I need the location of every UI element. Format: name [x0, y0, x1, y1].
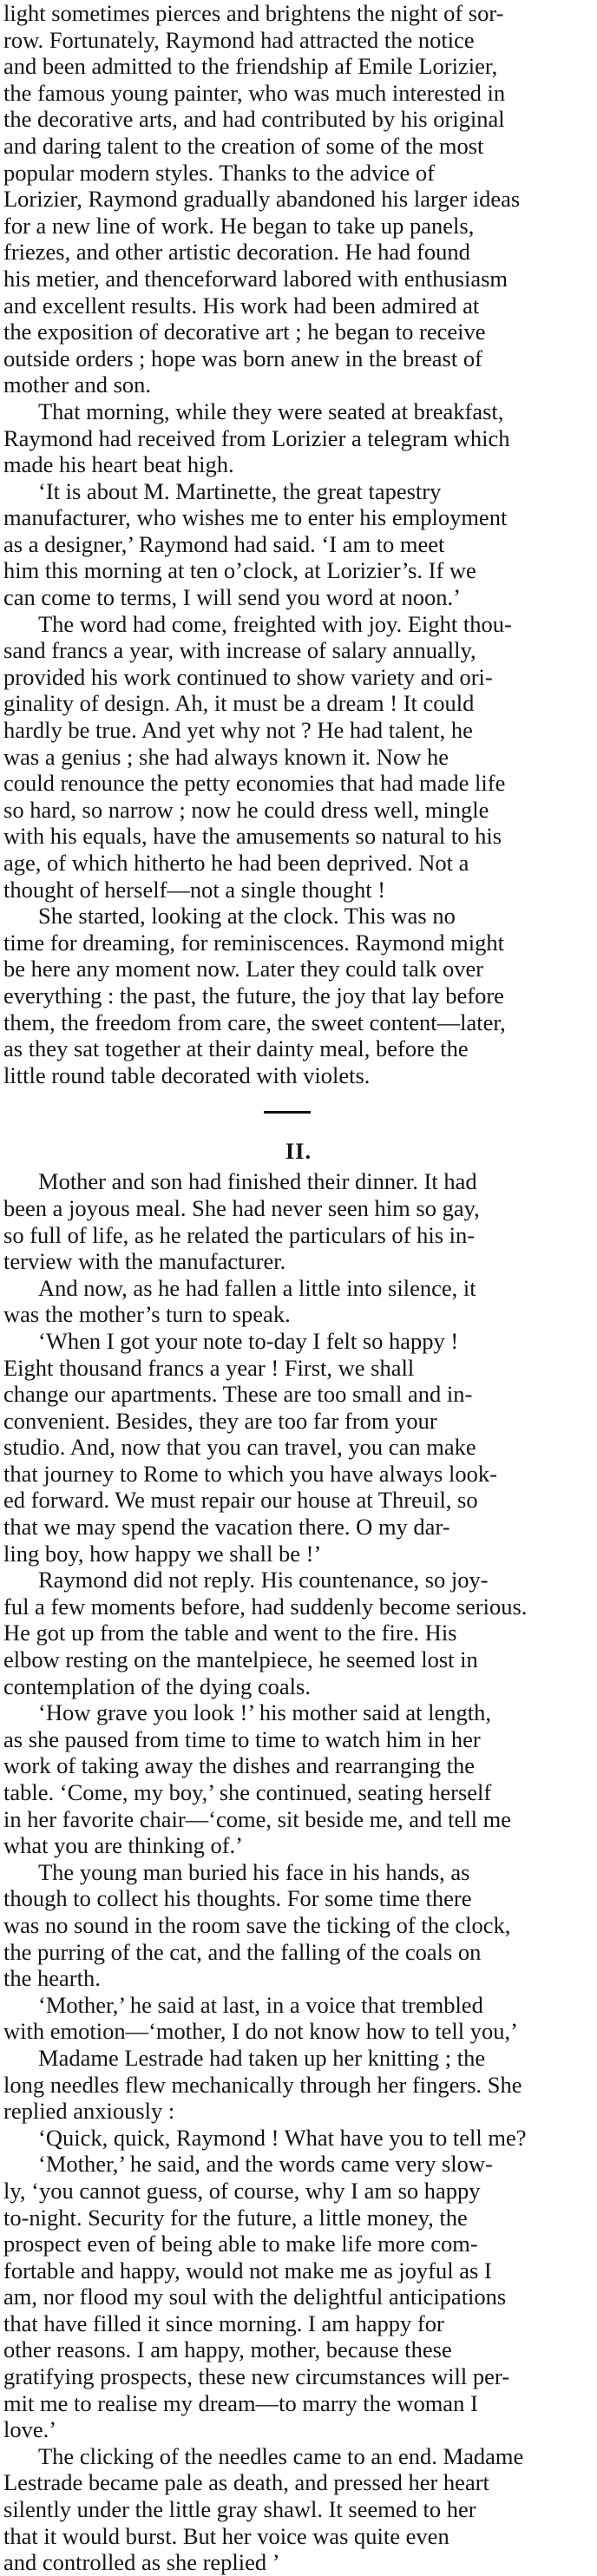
text-line: The young man buried his face in his hands, as — [38, 1858, 470, 1885]
text-line: gratifying prospects, these new circumstances will per- — [3, 2363, 510, 2390]
text-line: the exposition of decorative art ; he began to receive — [3, 319, 486, 345]
text-line: Lorizier, Raymond gradually abandoned his larger ideas — [3, 186, 521, 213]
text-line: could renounce the petty economies that had made life — [3, 770, 506, 797]
text-line: everything : the past, the future, the joy that lay before — [3, 982, 504, 1009]
text-line: with his equals, have the amusements so natural to his — [3, 823, 502, 850]
text-line: Mother and son had finished their dinner. It had — [38, 1168, 477, 1195]
text-line: studio. And, now that you can travel, you can make — [3, 1434, 476, 1461]
text-line: ly, ‘you cannot guess, of course, why I am so happy — [3, 2177, 481, 2204]
text-line: be here any moment now. Later they could talk over — [3, 956, 484, 982]
text-line: with emotion—‘mother, I do not know how to tell you,’ — [3, 2018, 518, 2045]
text-line: was no sound in the room save the ticking of the clock, — [3, 1911, 511, 1938]
text-line: as a designer,’ Raymond had said. ‘I am to meet — [3, 530, 445, 557]
text-line: mother and son. — [3, 371, 152, 398]
text-line: so full of life, as he related the particulars of his in- — [3, 1221, 476, 1248]
text-line: outside orders ; hope was born anew in the breast of — [3, 345, 482, 371]
text-line: thought of herself—not a single thought ! — [3, 876, 386, 903]
text-line: and daring talent to the creation of some of the most — [3, 132, 484, 159]
text-line: and controlled as she replied ’ — [3, 2549, 280, 2576]
text-line: mit me to realise my dream—to marry the woman I — [3, 2389, 478, 2416]
text-line: friezes, and other artistic decoration. He had found — [3, 239, 470, 266]
text-line: elbow resting on the mantelpiece, he seemed lost in — [3, 1646, 478, 1673]
text-line: so hard, so narrow ; now he could dress well, mingle — [3, 796, 489, 823]
text-line: He got up from the table and went to the fire. His — [3, 1620, 457, 1646]
section-two-text — [3, 1168, 594, 2575]
text-line: manufacturer, who wishes me to enter his employment — [3, 504, 508, 531]
text-line: contemplation of the dying coals. — [3, 1672, 311, 1699]
text-line: change our apartments. These are too small and in- — [3, 1381, 473, 1408]
text-line: am, nor flood my soul with the delightful anticipations — [3, 2284, 507, 2310]
text-line: that we may spend the vacation there. O my dar- — [3, 1514, 450, 1541]
text-line: hardly be true. And yet why not ? He had talent, he — [3, 717, 473, 744]
text-line: sand francs a year, with increase of salary annually, — [3, 637, 476, 664]
text-line: replied anxiously : — [3, 2098, 175, 2125]
text-line: and excellent results. His work had been admired at — [3, 292, 480, 319]
text-line: ginality of design. Ah, it must be a dream ! It could — [3, 690, 475, 717]
section-divider-rule — [264, 1111, 311, 1114]
text-line: ‘Mother,’ he said, and the words came very slow- — [38, 2151, 493, 2178]
text-line: The clicking of the needles came to an end. Madame — [38, 2442, 524, 2469]
text-line: that it would burst. But her voice was quite even — [3, 2522, 449, 2549]
text-line: them, the freedom from care, the sweet content—later, — [3, 1009, 506, 1035]
text-line: his metier, and thenceforward labored with enthusiasm — [3, 265, 508, 292]
section-one-text — [3, 0, 594, 1088]
text-line: was the mother’s turn to speak. — [3, 1301, 291, 1328]
text-line: what you are thinking of.’ — [3, 1832, 243, 1859]
text-line: Eight thousand francs a year ! First, we shall — [3, 1354, 415, 1381]
text-line: ‘It is about M. Martinette, the great tapestry — [38, 477, 442, 504]
text-line: for a new line of work. He began to take up panels, — [3, 212, 475, 239]
text-line: though to collect his thoughts. For some time there — [3, 1885, 472, 1912]
text-line: The word had come, freighted with joy. Eight thou- — [38, 610, 512, 637]
text-line: ed forward. We must repair our house at Threuil, so — [3, 1487, 478, 1514]
text-line: ‘Mother,’ he said at last, in a voice that trembled — [38, 1991, 483, 2018]
text-line: provided his work continued to show variety and ori- — [3, 663, 493, 690]
text-line: can come to terms, I will send you word at noon.’ — [3, 584, 461, 611]
text-line: ‘Quick, quick, Raymond ! What have you to tell me? — [38, 2124, 527, 2151]
text-line: in her favorite chair—‘come, sit beside me, and tell me — [3, 1805, 511, 1832]
text-line: Madame Lestrade had taken up her knitting ; the — [38, 2044, 486, 2071]
text-line: prospect even of being able to make life more com- — [3, 2231, 478, 2257]
text-line: ‘When I got your note to-day I felt so happy ! — [38, 1327, 459, 1354]
text-line: Raymond did not reply. His countenance, so joy- — [38, 1567, 489, 1594]
text-line: was a genius ; she had always known it. Now he — [3, 743, 449, 770]
text-line: popular modern styles. Thanks to the advice of — [3, 159, 436, 186]
text-line: fortable and happy, would not make me as joyful as I — [3, 2257, 492, 2284]
text-line: the purring of the cat, and the falling of the coals on — [3, 1938, 482, 1965]
text-line: silently under the little gray shawl. It seemed to her — [3, 2496, 476, 2523]
text-line: convenient. Besides, they are too far from your — [3, 1407, 437, 1434]
text-line: ‘How grave you look !’ his mother said at length, — [38, 1699, 492, 1726]
text-line: light sometimes pierces and brightens the night of sor- — [3, 0, 504, 26]
text-line: love.’ — [3, 2416, 57, 2443]
text-line: to-night. Security for the future, a little money, the — [3, 2204, 468, 2231]
text-line: row. Fortunately, Raymond had attracted the notice — [3, 26, 475, 53]
text-line: work of taking away the dishes and rearranging the — [3, 1752, 476, 1779]
text-line: table. ‘Come, my boy,’ she continued, seating herself — [3, 1779, 492, 1805]
text-line: ling boy, how happy we shall be !’ — [3, 1540, 322, 1567]
text-line: as they sat together at their dainty meal, before the — [3, 1035, 469, 1062]
text-line: and been admitted to the friendship af Emile Lorizier, — [3, 53, 498, 80]
text-line: terview with the manufacturer. — [3, 1248, 286, 1275]
document-page — [3, 0, 594, 2576]
text-line: the hearth. — [3, 1965, 101, 1992]
text-line: him this morning at ten o’clock, at Lorizier’s. If we — [3, 557, 476, 584]
text-line: made his heart beat high. — [3, 451, 234, 478]
text-line: as she paused from time to time to watch him in her — [3, 1725, 481, 1752]
text-line: age, of which hitherto he had been deprived. Not a — [3, 850, 469, 876]
section-divider-area — [3, 1088, 594, 1134]
text-line: little round table decorated with violets. — [3, 1061, 371, 1088]
text-line: And now, as he had fallen a little into silence, it — [38, 1274, 476, 1301]
section-heading: II. — [285, 1138, 312, 1165]
text-line: been a joyous meal. She had never seen him so gay, — [3, 1194, 480, 1221]
text-line: Lestrade became pale as death, and pressed her heart — [3, 2469, 489, 2496]
text-line: That morning, while they were seated at breakfast, — [38, 398, 504, 424]
text-line: ful a few moments before, had suddenly become serious. — [3, 1593, 528, 1620]
text-line: that have filled it since morning. I am happy for — [3, 2310, 444, 2336]
text-line: that journey to Rome to which you have always look- — [3, 1460, 497, 1487]
text-line: time for dreaming, for reminiscences. Raymond might — [3, 929, 504, 956]
text-line: other reasons. I am happy, mother, because these — [3, 2336, 452, 2363]
text-line: Raymond had received from Lorizier a telegram which — [3, 424, 510, 451]
text-line: the decorative arts, and had contributed by his original — [3, 106, 505, 133]
text-line: the famous young painter, who was much interested in — [3, 79, 506, 106]
text-line: She started, looking at the clock. This was no — [38, 903, 456, 930]
text-line: long needles flew mechanically through her fingers. She — [3, 2071, 522, 2098]
